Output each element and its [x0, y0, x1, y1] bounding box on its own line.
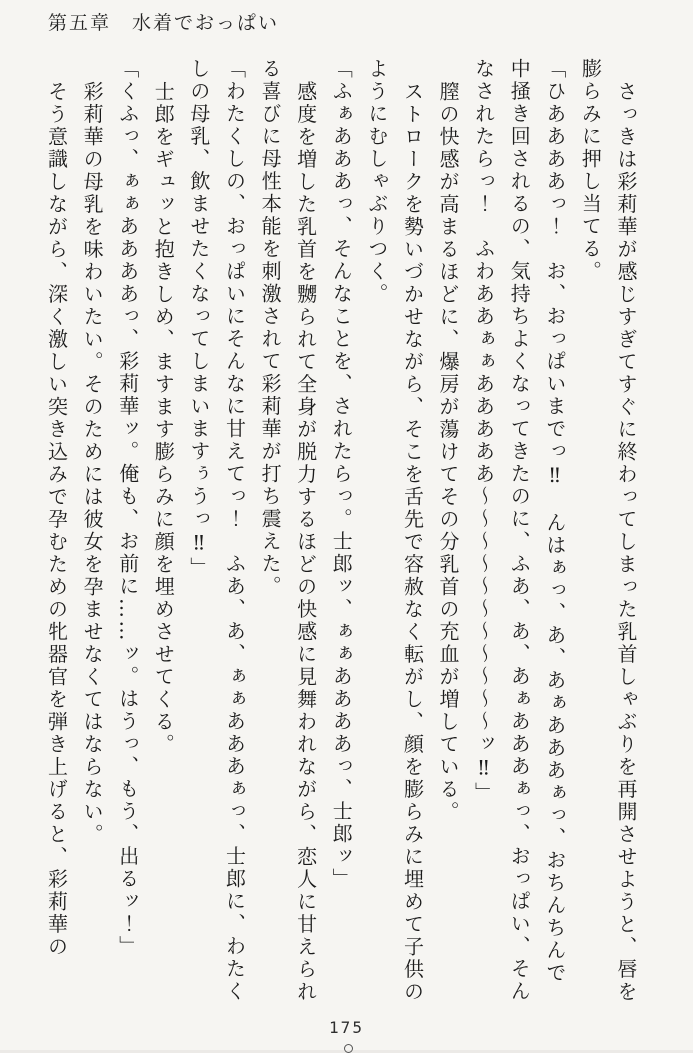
text-paragraph: 膣の快感が高まるほどに、爆房が蕩けてその分乳首の充血が増している。 [436, 80, 461, 823]
page-number: 175 [329, 1018, 364, 1037]
text-paragraph: ストロークを勢いづかせながら、そこを舌先で容赦なく転がし、顔を膨らみに埋めて子供のようにむしゃぶりつく。 [364, 58, 425, 1003]
text-paragraph: 「ふぁあああっ、そんなことを、されたらっ。士郎ッ、ぁぁああああっ、士郎ッ」 [329, 58, 354, 891]
text-paragraph: 「くふっ、ぁぁああああっ、彩莉華ッ。俺も、お前に……ッ。はうっ、もう、出るッ！」 [115, 58, 140, 958]
text-paragraph: そう意識しながら、深く激しい突き込みで孕むための牝器官を弾き上げると、彩莉華の [44, 80, 69, 958]
cut-off-mark [344, 1044, 353, 1053]
text-paragraph: 彩莉華の母乳を味わいたい。そのためには彼女を孕ませなくてはならない。 [80, 80, 105, 846]
text-paragraph: さっきは彩莉華が感じすぎてすぐに終わってしまった乳首しゃぶりを再開させようと、唇を膨らみに押し当てる。 [578, 58, 638, 1003]
text-paragraph: 感度を増した乳首を嬲られて全身が脱力するほどの快感に見舞われながら、恋人に甘えられる喜びに母性本能を刺激されて彩莉華が打ち震えた。 [258, 58, 318, 1003]
text-paragraph: 「ひああああっ！ お、おっぱいまでっ‼ んはぁっ、あ、あぁあああぁっ、おちんちんで中掻き回されるの、気持ちよくなってきたのに、ふあ、あ、あぁあああぁっ、おっぱい、そんなされたらっ！ ふわああぁぁあああああ〜〜〜〜〜〜〜〜〜〜〜ッ‼」 [471, 58, 567, 1003]
text-body [37, 58, 643, 1003]
text-paragraph: 士郎をギュッと抱きしめ、ますます膨らみに顔を埋めさせてくる。 [151, 80, 176, 756]
chapter-header: 第五章 水着でおっぱい [48, 12, 280, 34]
text-paragraph: 「わたくしの、おっぱいにそんなに甘えてっ！ ふあ、あ、ぁぁあああぁっ、士郎に、わたくしの母乳、飲ませたくなってしまいますぅうっ‼」 [186, 58, 247, 1003]
